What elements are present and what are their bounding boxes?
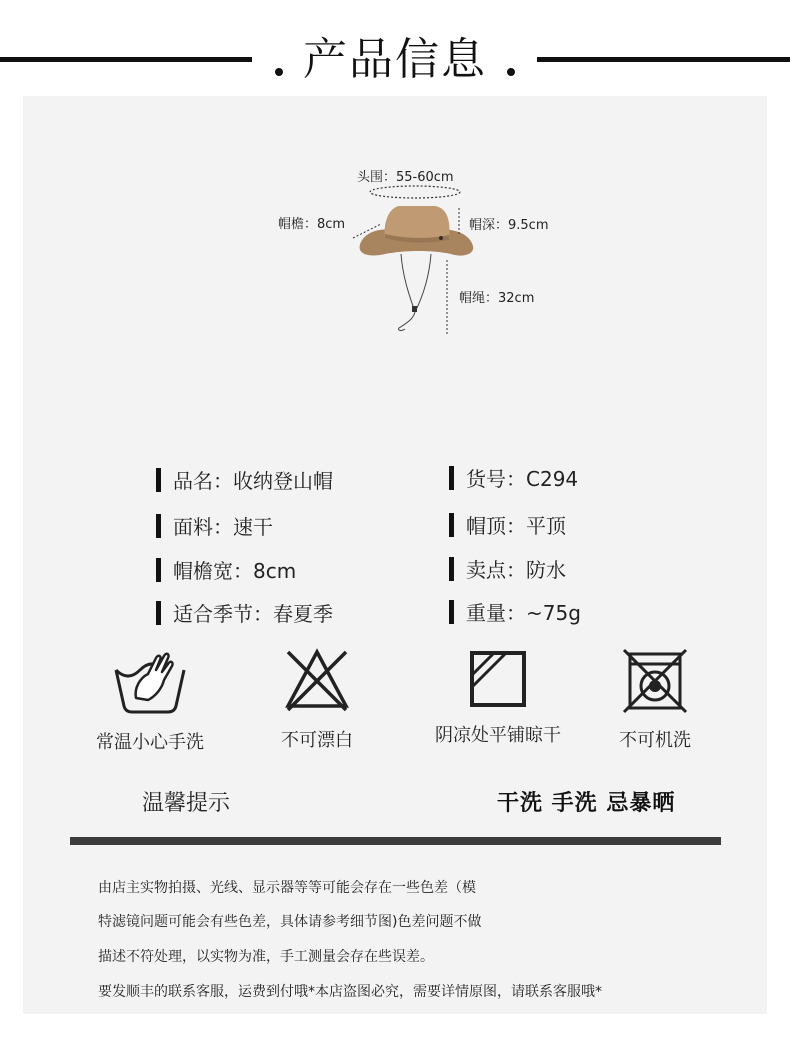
care-item — [413, 647, 583, 747]
note-line: 要发顺丰的联系客服，运费到付哦*本店盗图必究，需要详情原图，请联系客服哦* — [98, 984, 602, 1000]
page-title: 产品信息 — [303, 34, 487, 85]
spec-text: 帽顶：平顶 — [466, 514, 566, 538]
depth-label: 帽深：9.5cm — [469, 218, 549, 233]
note-line: 由店主实物拍摄、光线、显示器等等可能会存在一些色差（模 — [98, 880, 476, 896]
care-item — [232, 646, 402, 752]
spec-marker — [449, 600, 454, 624]
spec-marker — [449, 513, 454, 537]
spec-text: 适合季节：春夏季 — [173, 602, 333, 626]
spec-marker — [156, 514, 161, 538]
cord-label: 帽绳：32cm — [459, 291, 535, 306]
header-dot-right — [507, 68, 515, 76]
spec-text: 重量：~75g — [466, 601, 581, 625]
brim-label: 帽檐：8cm — [278, 217, 346, 232]
spec-text: 品名：收纳登山帽 — [173, 469, 333, 493]
header-dot-left — [275, 68, 283, 76]
spec-marker — [156, 601, 161, 625]
tips-divider — [70, 837, 721, 845]
care-label: 不可漂白 — [281, 730, 353, 751]
spec-item — [156, 598, 333, 627]
care-item — [570, 646, 740, 752]
spec-item — [156, 465, 333, 494]
spec-item — [449, 597, 581, 626]
note-line: 特滤镜问题可能会有些色差，具体请参考细节图)色差问题不做 — [98, 914, 482, 930]
spec-item — [449, 463, 578, 492]
spec-marker — [449, 466, 454, 490]
tips-warning: 干洗 手洗 忌暴晒 — [497, 791, 676, 816]
spec-text: 面料：速干 — [173, 515, 273, 539]
header-line-right — [537, 57, 790, 62]
spec-item — [156, 511, 273, 540]
note-line: 描述不符处理，以实物为准，手工测量会存在些误差。 — [98, 949, 434, 965]
care-label: 不可机洗 — [619, 730, 691, 751]
section-header — [0, 22, 790, 94]
dry-flat-shade-icon — [466, 647, 530, 711]
spec-text: 帽檐宽：8cm — [173, 559, 297, 583]
no-bleach-icon — [282, 646, 352, 716]
spec-marker — [449, 557, 454, 581]
hand-wash-icon — [110, 648, 190, 718]
spec-marker — [156, 468, 161, 492]
header-line-left — [0, 57, 252, 62]
spec-item — [449, 554, 566, 583]
spec-text: 货号：C294 — [466, 467, 579, 491]
no-machine-wash-icon — [620, 646, 690, 716]
spec-marker — [156, 558, 161, 582]
spec-item — [449, 510, 566, 539]
care-label: 阴凉处平铺晾干 — [435, 725, 561, 746]
tips-title: 温馨提示 — [142, 791, 231, 816]
care-item — [65, 648, 235, 754]
head-circumference-label: 头围：55-60cm — [357, 170, 454, 185]
spec-text: 卖点：防水 — [466, 558, 566, 582]
care-label: 常温小心手洗 — [96, 732, 204, 753]
spec-item — [156, 555, 296, 584]
